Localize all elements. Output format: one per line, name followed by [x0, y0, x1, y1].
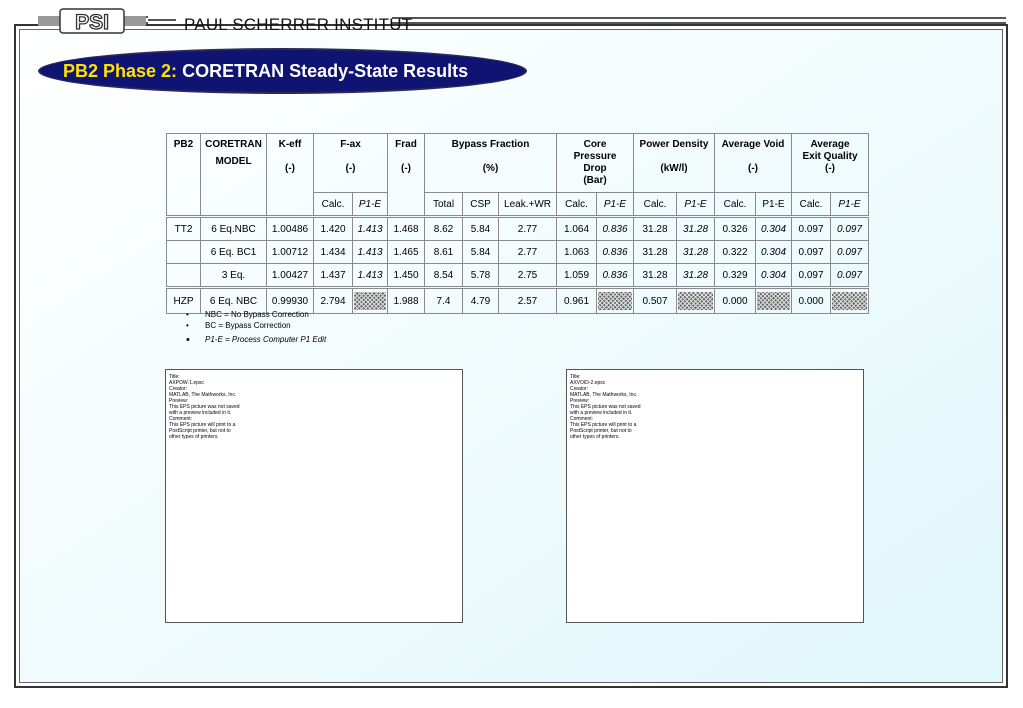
table-cell: 6 Eq. BC1: [201, 241, 267, 264]
table-cell: 5.84: [463, 217, 499, 241]
eps-line: with a preview included in it.: [169, 410, 232, 416]
header-rule-right: [392, 22, 1006, 24]
table-cell: 1.064: [557, 217, 597, 241]
eps-figure-left: [165, 369, 463, 623]
footnote-text: P1-E = Process Computer P1 Edit: [205, 335, 327, 344]
table-cell: 1.988: [388, 288, 425, 314]
header-rule-right: [392, 17, 1006, 19]
table-cell: 0.000: [715, 288, 756, 314]
table-cell: 2.77: [499, 241, 557, 264]
col-header-bypass-unit: (%): [482, 163, 499, 174]
table-cell: 1.00486: [267, 217, 314, 241]
subheader-cell: Calc.: [634, 193, 677, 217]
table-cell: 1.413: [353, 217, 388, 241]
table-cell: 3 Eq.: [201, 264, 267, 288]
table-cell: 31.28: [677, 217, 715, 241]
subheader-cell: P1-E: [597, 193, 634, 217]
table-cell: 1.434: [314, 241, 353, 264]
table-cell: 0.097: [792, 264, 831, 288]
psi-logo-text: PSI: [75, 11, 109, 34]
col-header-pb2: PB2: [167, 134, 201, 217]
table-cell: 0.836: [597, 264, 634, 288]
hatched-cell: [677, 288, 715, 314]
eps-line: Comment:: [570, 416, 594, 422]
table-cell: 0.097: [792, 241, 831, 264]
table-cell: 8.61: [425, 241, 463, 264]
table-cell: 1.468: [388, 217, 425, 241]
hatched-cell: [597, 288, 634, 314]
header-rule-mid: [148, 19, 176, 21]
subheader-cell: Calc.: [715, 193, 756, 217]
table-cell: 1.420: [314, 217, 353, 241]
table-cell: 0.097: [831, 264, 869, 288]
table-cell: 2.75: [499, 264, 557, 288]
table-cell: 0.097: [792, 217, 831, 241]
results-table: [166, 133, 869, 314]
col-header-fax-label: F-ax: [340, 139, 361, 150]
table-cell: 1.413: [353, 241, 388, 264]
eps-line: MATLAB, The Mathworks, Inc.: [169, 392, 237, 398]
hatched-cell: [831, 288, 869, 314]
col-header-avg-exit: [792, 134, 869, 193]
table-row: [167, 264, 869, 288]
table-cell: 0.507: [634, 288, 677, 314]
col-header-frad-label: Frad: [395, 139, 417, 150]
eps-line: AXVOID-2.epsc: [570, 380, 606, 386]
subheader-cell: P1-E: [756, 193, 792, 217]
institute-name: PAUL SCHERRER INSTITUT: [184, 15, 413, 34]
table-header-row: [167, 134, 869, 193]
bullet-icon: •: [186, 333, 190, 346]
subheader-cell: Calc.: [314, 193, 353, 217]
col-header-model: [201, 134, 267, 217]
table-cell: 1.413: [353, 264, 388, 288]
slide-title-highlight: PB2 Phase 2:: [63, 61, 178, 81]
col-header-power-density: [634, 134, 715, 193]
eps-line: MATLAB, The Mathworks, Inc.: [570, 392, 638, 398]
eps-line: Creator:: [169, 386, 188, 392]
table-cell: 1.437: [314, 264, 353, 288]
footnote-text: NBC = No Bypass Correction: [205, 310, 309, 319]
table-cell: 0.304: [756, 217, 792, 241]
col-header-avg-void-unit: (-): [748, 163, 758, 174]
col-header-fax-unit: (-): [345, 163, 356, 174]
eps-line: Creator:: [570, 386, 589, 392]
col-header-bypass-label: Bypass Fraction: [451, 139, 530, 150]
col-header-power-density-unit: (kW/l): [660, 163, 688, 174]
table-cell: 5.78: [463, 264, 499, 288]
col-header-power-density-label: Power Density: [639, 139, 709, 150]
table-cell: 0.322: [715, 241, 756, 264]
slide-title-rest: CORETRAN Steady-State Results: [182, 61, 469, 81]
col-header-avg-exit-unit: (-): [825, 163, 835, 174]
subheader-cell: P1-E: [677, 193, 715, 217]
footnote: [186, 334, 326, 345]
eps-line: Preview:: [169, 398, 189, 404]
eps-line: AXPOW-1.epsc: [169, 380, 204, 386]
eps-line: Comment:: [169, 416, 193, 422]
eps-figure-right: [566, 369, 864, 623]
footnote: [186, 320, 326, 331]
subheader-cell: Calc.: [557, 193, 597, 217]
subheader-cell: CSP: [463, 193, 499, 217]
table-cell: HZP: [167, 288, 201, 314]
table-cell: TT2: [167, 217, 201, 241]
col-header-fax: [314, 134, 388, 193]
table-cell: 31.28: [677, 264, 715, 288]
table-cell: 0.000: [792, 288, 831, 314]
table-cell: 0.097: [831, 217, 869, 241]
table-cell: 0.836: [597, 241, 634, 264]
table-cell: 6 Eq. NBC: [201, 288, 267, 314]
psi-logo: [38, 8, 146, 34]
table-cell: 31.28: [677, 241, 715, 264]
col-header-model-label: MODEL: [215, 156, 252, 167]
table-cell: 2.77: [499, 217, 557, 241]
table-cell: 6 Eq.NBC: [201, 217, 267, 241]
hatched-cell: [756, 288, 792, 314]
eps-line: PostScript printer, but not to: [570, 428, 632, 434]
col-header-bypass: [425, 134, 557, 193]
table-cell: 31.28: [634, 241, 677, 264]
table-cell: 5.84: [463, 241, 499, 264]
eps-line: PostScript printer, but not to: [169, 428, 231, 434]
table-cell: 4.79: [463, 288, 499, 314]
footnote-text: BC = Bypass Correction: [205, 321, 291, 330]
eps-line: other types of printers.: [570, 434, 620, 440]
eps-line: with a preview included in it.: [570, 410, 633, 416]
bullet-icon: •: [186, 321, 189, 330]
bullet-icon: •: [186, 310, 189, 319]
table-row: [167, 241, 869, 264]
table-cell: 1.00712: [267, 241, 314, 264]
footnotes: [186, 309, 326, 345]
col-header-avg-void-label: Average Void: [721, 139, 785, 150]
table-cell: 0.304: [756, 241, 792, 264]
subheader-cell: P1-E: [353, 193, 388, 217]
eps-line: This EPS picture was not saved: [570, 404, 641, 410]
table-cell: 1.00427: [267, 264, 314, 288]
table-cell: 0.329: [715, 264, 756, 288]
eps-line: other types of printers.: [169, 434, 219, 440]
col-header-avg-void: [715, 134, 792, 193]
table-cell: 2.794: [314, 288, 353, 314]
slide-title: [63, 61, 468, 82]
table-cell: 1.465: [388, 241, 425, 264]
table-cell: 31.28: [634, 264, 677, 288]
col-header-avg-exit-label: Average Exit Quality: [802, 139, 858, 162]
table-cell: 1.450: [388, 264, 425, 288]
table-cell: [167, 264, 201, 288]
subheader-cell: Total: [425, 193, 463, 217]
table-cell: 0.961: [557, 288, 597, 314]
table-cell: 2.57: [499, 288, 557, 314]
col-header-keff: [267, 134, 314, 217]
table-cell: 8.62: [425, 217, 463, 241]
subheader-cell: Calc.: [792, 193, 831, 217]
eps-line: Title:: [570, 374, 581, 380]
table-cell: 0.326: [715, 217, 756, 241]
table-cell: 1.063: [557, 241, 597, 264]
eps-line: Preview:: [570, 398, 590, 404]
col-header-core-pressure: Core Pressure Drop (Bar): [557, 134, 634, 193]
table-cell: 0.99930: [267, 288, 314, 314]
eps-line: This EPS picture will print to a: [169, 422, 236, 428]
col-header-frad-unit: (-): [401, 163, 411, 174]
col-header-keff-label: K-eff: [278, 139, 302, 150]
col-header-frad: [388, 134, 425, 217]
eps-line: This EPS picture will print to a: [570, 422, 637, 428]
table-cell: 0.097: [831, 241, 869, 264]
table-cell: 8.54: [425, 264, 463, 288]
footnote: [186, 309, 326, 320]
table-cell: 0.836: [597, 217, 634, 241]
hatched-cell: [353, 288, 388, 314]
col-header-keff-unit: (-): [285, 163, 295, 174]
subheader-cell: P1-E: [831, 193, 869, 217]
table-cell: 0.304: [756, 264, 792, 288]
table-cell: 7.4: [425, 288, 463, 314]
table-cell: 31.28: [634, 217, 677, 241]
subheader-cell: Leak.+WR: [499, 193, 557, 217]
eps-line: Title:: [169, 374, 180, 380]
table-cell: [167, 241, 201, 264]
table-cell: 1.059: [557, 264, 597, 288]
table-row: [167, 217, 869, 241]
eps-line: This EPS picture was not saved: [169, 404, 240, 410]
col-header-coretran-label: CORETRAN: [205, 139, 262, 150]
